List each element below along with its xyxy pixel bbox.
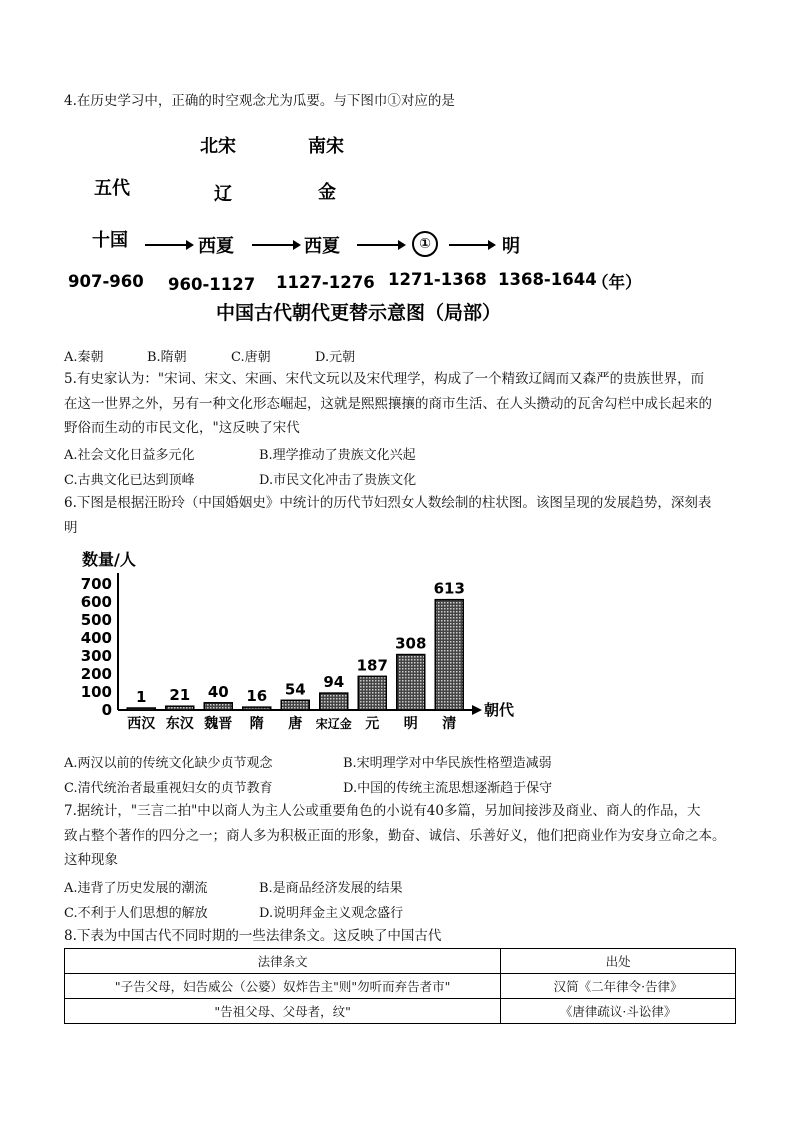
q6-line-2: 明 <box>64 520 78 536</box>
q7-option-a[interactable]: A.违背了历史发展的潮流 <box>64 881 208 896</box>
fig-chain-western-xia-1: 西夏 <box>198 236 234 257</box>
fig-arrow-1 <box>145 244 187 246</box>
bar-value-label: 21 <box>169 686 191 705</box>
bar <box>358 676 386 710</box>
x-tick-label: 清 <box>442 716 457 732</box>
bar-value-label: 16 <box>246 687 268 706</box>
fig-year-unit: （年） <box>592 273 642 292</box>
bar <box>435 600 463 710</box>
y-tick-label: 500 <box>80 611 112 629</box>
q5-line-2: 在这一世界之外，另有一种文化形态崛起，这就是熙熙攘攘的商市生活、在人头攒动的瓦舍勾栏中成长起来的 <box>64 396 712 412</box>
bar-value-label: 1 <box>136 688 147 706</box>
table-row <box>65 974 736 999</box>
y-tick-label: 0 <box>101 701 112 719</box>
q5-option-c[interactable]: C.古典文化已达到顶峰 <box>64 473 195 488</box>
fig-year-3: 1127-1276 <box>276 273 375 292</box>
fig-arrow-2 <box>252 244 294 246</box>
q8-stem: 8.下表为中国古代不同时期的一些法律条文。这反映了中国古代 <box>64 928 442 944</box>
y-tick-label: 400 <box>80 629 112 647</box>
x-tick-label: 东汉 <box>165 716 194 732</box>
table-cell-source: 汉简《二年律令·告律》 <box>501 974 736 999</box>
bar <box>397 655 425 710</box>
fig-chain-western-xia-2: 西夏 <box>304 236 340 257</box>
law-table <box>64 948 736 1024</box>
q4-option-d[interactable]: D.元朝 <box>315 350 356 365</box>
y-tick-label: 100 <box>80 683 112 701</box>
x-tick-label: 元 <box>365 716 380 732</box>
y-tick-label: 700 <box>80 575 112 593</box>
q7-option-d[interactable]: D.说明拜金主义观念盛行 <box>259 906 404 921</box>
bar-chart <box>60 545 520 735</box>
bar-value-label: 613 <box>433 579 465 598</box>
table-header-clause: 法律条文 <box>65 949 501 974</box>
x-axis-arrow-icon <box>472 705 482 715</box>
y-tick-label: 200 <box>80 665 112 683</box>
bar-value-label: 54 <box>284 680 306 699</box>
q5-line-1: 5.有史家认为："宋词、宋文、宋画、宋代文玩以及宋代理学，构成了一个精致辽阔而又森严的贵族世界，而 <box>64 371 705 387</box>
q6-option-c[interactable]: C.清代统治者最重视妇女的贞节教育 <box>64 781 273 796</box>
table-header-source: 出处 <box>501 949 736 974</box>
bar <box>320 693 348 710</box>
bar-value-label: 187 <box>356 656 388 675</box>
q6-option-a[interactable]: A.两汉以前的传统文化缺少贞节观念 <box>64 756 273 771</box>
fig-year-1: 907-960 <box>68 272 144 291</box>
bar <box>243 707 271 710</box>
x-tick-label: 明 <box>403 716 418 732</box>
y-tick-label: 600 <box>80 593 112 611</box>
fig-chain-ten-kingdoms: 十国 <box>92 230 128 251</box>
y-tick-label: 300 <box>80 647 112 665</box>
table-row <box>65 999 736 1024</box>
bar <box>127 708 155 710</box>
bar <box>204 703 232 710</box>
q7-option-c[interactable]: C.不利于人们思想的解放 <box>64 906 208 921</box>
bar <box>166 706 194 710</box>
q5-option-a[interactable]: A.社会文化日益多元化 <box>64 448 195 463</box>
table-header-row <box>65 949 736 974</box>
q5-line-3: 野俗而生动的市民文化，"这反映了宋代 <box>64 420 300 436</box>
table-cell-clause: "告祖父母、父母者，纹" <box>65 999 501 1024</box>
table-cell-clause: "子告父母，妇告威公（公婆）奴炸告主"则"勿听而弃告者市" <box>65 974 501 999</box>
table-cell-source: 《唐律疏议·斗讼律》 <box>501 999 736 1024</box>
fig-chain-ming: 明 <box>502 236 520 257</box>
x-tick-label: 魏晋 <box>204 716 233 732</box>
fig-year-5: 1368-1644 <box>498 270 597 289</box>
fig-arrow-3 <box>357 244 399 246</box>
q4-option-b[interactable]: B.隋朝 <box>147 350 187 365</box>
fig-arrow-4 <box>449 244 489 246</box>
bar-value-label: 308 <box>395 634 427 653</box>
bar <box>281 700 309 710</box>
q7-line-2: 致占整个著作的四分之一；商人多为积极正面的形象，勤奋、诚信、乐善好义，他们把商业作为安身立命之本。 <box>64 828 726 844</box>
fig-mid-liao: 辽 <box>214 184 232 205</box>
fig-mid-five-dynasties: 五代 <box>94 178 130 199</box>
q7-option-b[interactable]: B.是商品经济发展的结果 <box>259 881 403 896</box>
x-tick-label: 西汉 <box>127 716 156 732</box>
x-tick-label: 隋 <box>249 716 264 732</box>
fig-year-4: 1271-1368 <box>388 270 487 289</box>
fig-mid-jin: 金 <box>318 182 336 203</box>
q6-option-d[interactable]: D.中国的传统主流思想逐渐趋于保守 <box>343 781 553 796</box>
q4-option-c[interactable]: C.唐朝 <box>231 350 271 365</box>
chart-ylabel: 数量/人 <box>82 550 136 569</box>
fig-chain-blank-1: ① <box>412 231 438 257</box>
q4-stem: 4.在历史学习中，正确的时空观念尤为瓜要。与下图巾①对应的是 <box>64 93 455 109</box>
chart-xlabel: 朝代 <box>484 701 515 719</box>
q5-option-b[interactable]: B.理学推动了贵族文化兴起 <box>259 448 416 463</box>
x-tick-label: 唐 <box>288 716 303 732</box>
fig-caption: 中国古代朝代更替示意图（局部） <box>216 302 502 324</box>
q6-option-b[interactable]: B.宋明理学对中华民族性格塑造减弱 <box>343 756 552 771</box>
q7-line-3: 这种现象 <box>64 852 118 868</box>
bar-value-label: 40 <box>207 682 229 701</box>
fig-top-southern-song: 南宋 <box>308 136 344 157</box>
x-tick-label: 宋辽金 <box>315 717 352 731</box>
q7-line-1: 7.据统计，"三言二拍"中以商人为主人公或重要角色的小说有40多篇，另加间接涉及商业、商人的作品，大 <box>64 803 701 819</box>
q6-line-1: 6.下图是根据汪盼玲（中国婚姻史》中统计的历代节妇烈女人数绘制的柱状图。该图呈现的发展趋势，深刻表 <box>64 495 712 511</box>
q4-option-a[interactable]: A.秦朝 <box>64 350 104 365</box>
bar-value-label: 94 <box>323 673 345 692</box>
fig-top-northern-song: 北宋 <box>200 136 236 157</box>
fig-year-2: 960-1127 <box>168 275 256 294</box>
q5-option-d[interactable]: D.市民文化冲击了贵族文化 <box>259 473 417 488</box>
